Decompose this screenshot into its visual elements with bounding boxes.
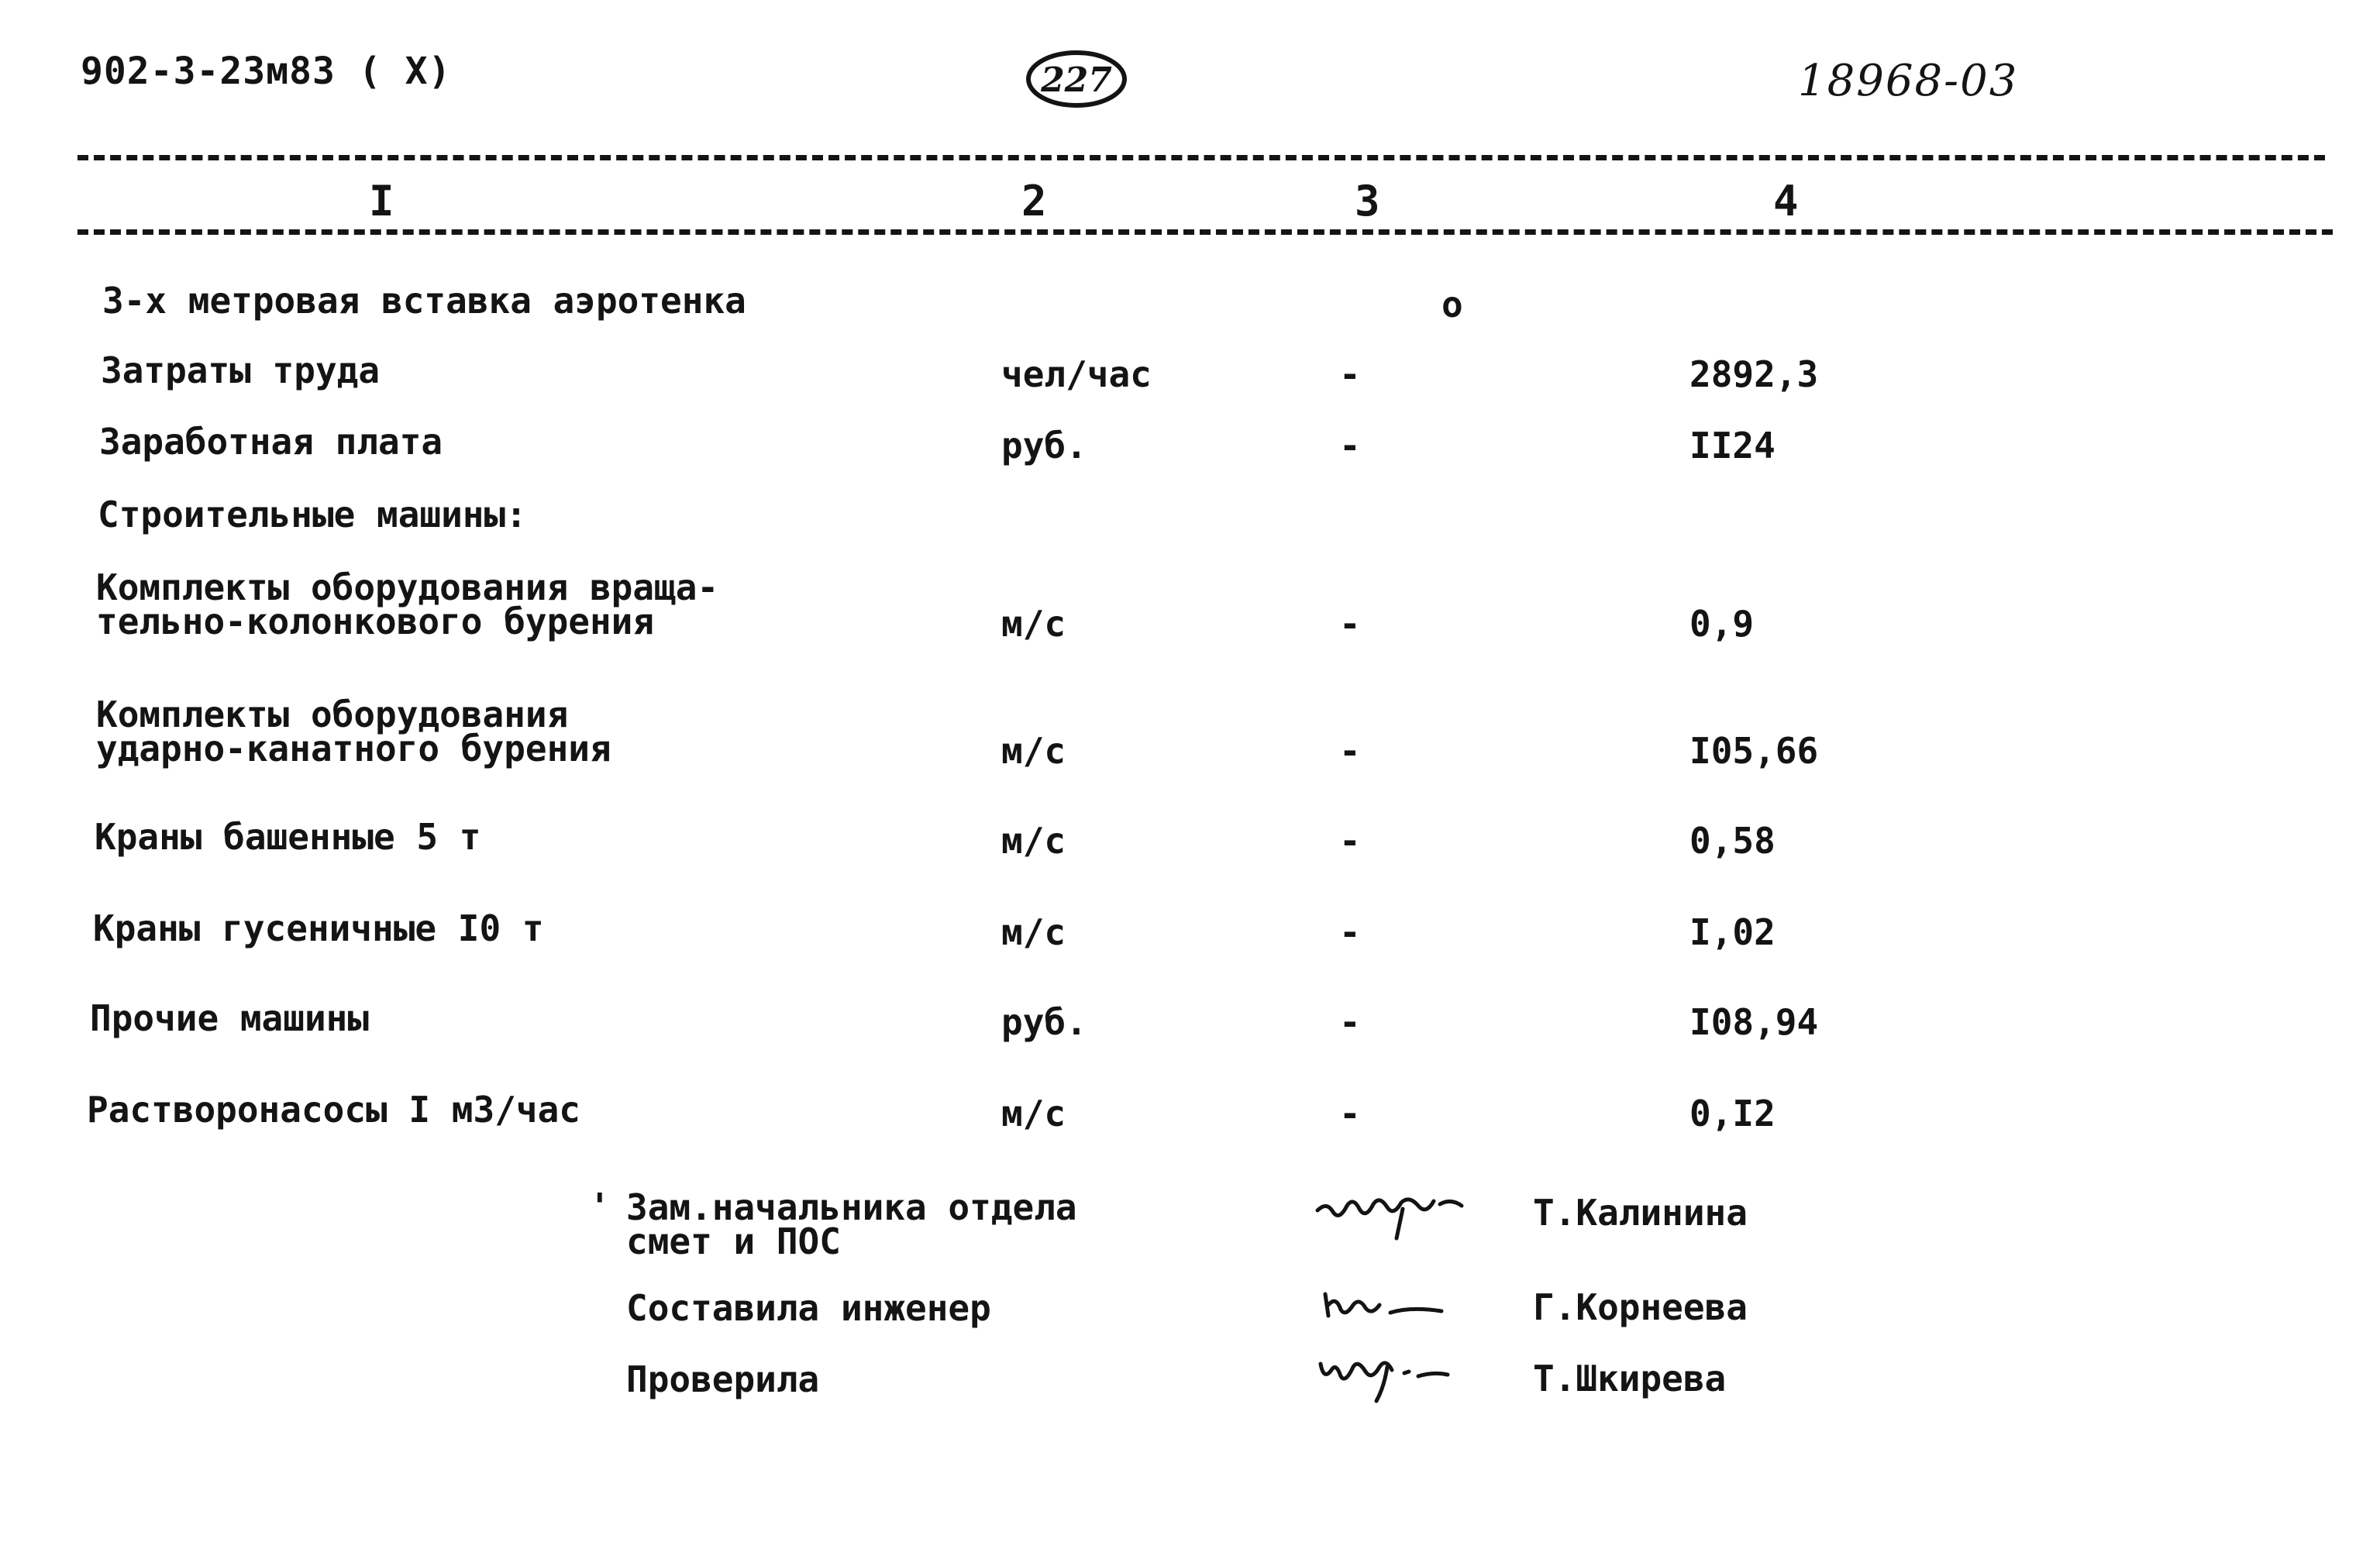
- row-name: Краны гусеничные I0 т: [93, 907, 544, 949]
- row-value: 0,58: [1689, 820, 1776, 862]
- row-value: I05,66: [1689, 730, 1819, 772]
- section-mark: о: [1441, 284, 1463, 325]
- row-unit: м/с: [1001, 820, 1066, 862]
- header-rule-top: [77, 155, 2325, 160]
- signer-name: Г.Корнеева: [1533, 1286, 1748, 1328]
- row-col3: -: [1339, 730, 1361, 772]
- signer-name: Т.Калинина: [1533, 1192, 1748, 1234]
- row-unit: руб.: [1001, 1001, 1087, 1043]
- handwritten-signature: [1310, 1271, 1480, 1341]
- row-name: Растворонасосы I м3/час: [87, 1089, 580, 1131]
- row-value: 2892,3: [1689, 353, 1819, 395]
- row-value: I,02: [1689, 911, 1776, 953]
- row-unit: чел/час: [1001, 353, 1152, 395]
- section-title: 3-х метровая вставка аэротенка: [102, 280, 746, 322]
- row-value: I08,94: [1689, 1001, 1819, 1043]
- row-name: Строительные машины:: [98, 494, 527, 535]
- header-rule-bottom: [77, 229, 2333, 235]
- row-col3: -: [1339, 603, 1361, 645]
- row-name-line1: Комплекты оборудования: [96, 694, 569, 735]
- row-name-line2: ударно-канатного бурения: [96, 728, 611, 769]
- row-col3: -: [1339, 1093, 1361, 1134]
- row-unit: м/с: [1001, 730, 1066, 772]
- row-value: 0,I2: [1689, 1093, 1776, 1134]
- row-name: Затраты труда: [101, 349, 381, 391]
- signer-role: Проверила: [626, 1358, 820, 1400]
- row-name: Заработная плата: [99, 421, 443, 463]
- handwritten-signature: [1310, 1178, 1480, 1248]
- signer-name: Т.Шкирева: [1533, 1358, 1727, 1399]
- row-col3: -: [1339, 425, 1361, 466]
- row-unit: м/с: [1001, 603, 1066, 645]
- page-number: 227: [1041, 60, 1112, 100]
- row-col3: -: [1339, 353, 1361, 395]
- signer-role-line2: смет и ПОС: [626, 1220, 841, 1262]
- column-number-1: I: [369, 177, 394, 225]
- row-col3: -: [1339, 820, 1361, 862]
- handwritten-signature: [1310, 1336, 1480, 1406]
- row-name-line1: Комплекты оборудования враща-: [96, 566, 719, 608]
- row-value: 0,9: [1689, 603, 1755, 645]
- row-col3: -: [1339, 1001, 1361, 1043]
- row-name: Прочие машины: [90, 997, 370, 1039]
- row-value: II24: [1689, 425, 1776, 466]
- column-number-4: 4: [1773, 177, 1799, 225]
- signer-role: Составила инженер: [626, 1287, 991, 1329]
- page-number-stamp: [1025, 48, 1128, 110]
- archive-number: 18968-03: [1798, 56, 2019, 106]
- row-name: Краны башенные 5 т: [95, 816, 481, 858]
- row-unit: м/с: [1001, 911, 1066, 953]
- column-number-2: 2: [1021, 177, 1047, 225]
- tick-mark: ': [589, 1186, 611, 1227]
- row-unit: руб.: [1001, 425, 1087, 466]
- document-code: 902-3-23м83 ( X): [81, 50, 452, 93]
- signer-role-line1: Зам.начальника отдела: [626, 1186, 1077, 1228]
- column-number-3: 3: [1355, 177, 1380, 225]
- row-col3: -: [1339, 911, 1361, 953]
- row-unit: м/с: [1001, 1093, 1066, 1134]
- row-name-line2: тельно-колонкового бурения: [96, 601, 655, 642]
